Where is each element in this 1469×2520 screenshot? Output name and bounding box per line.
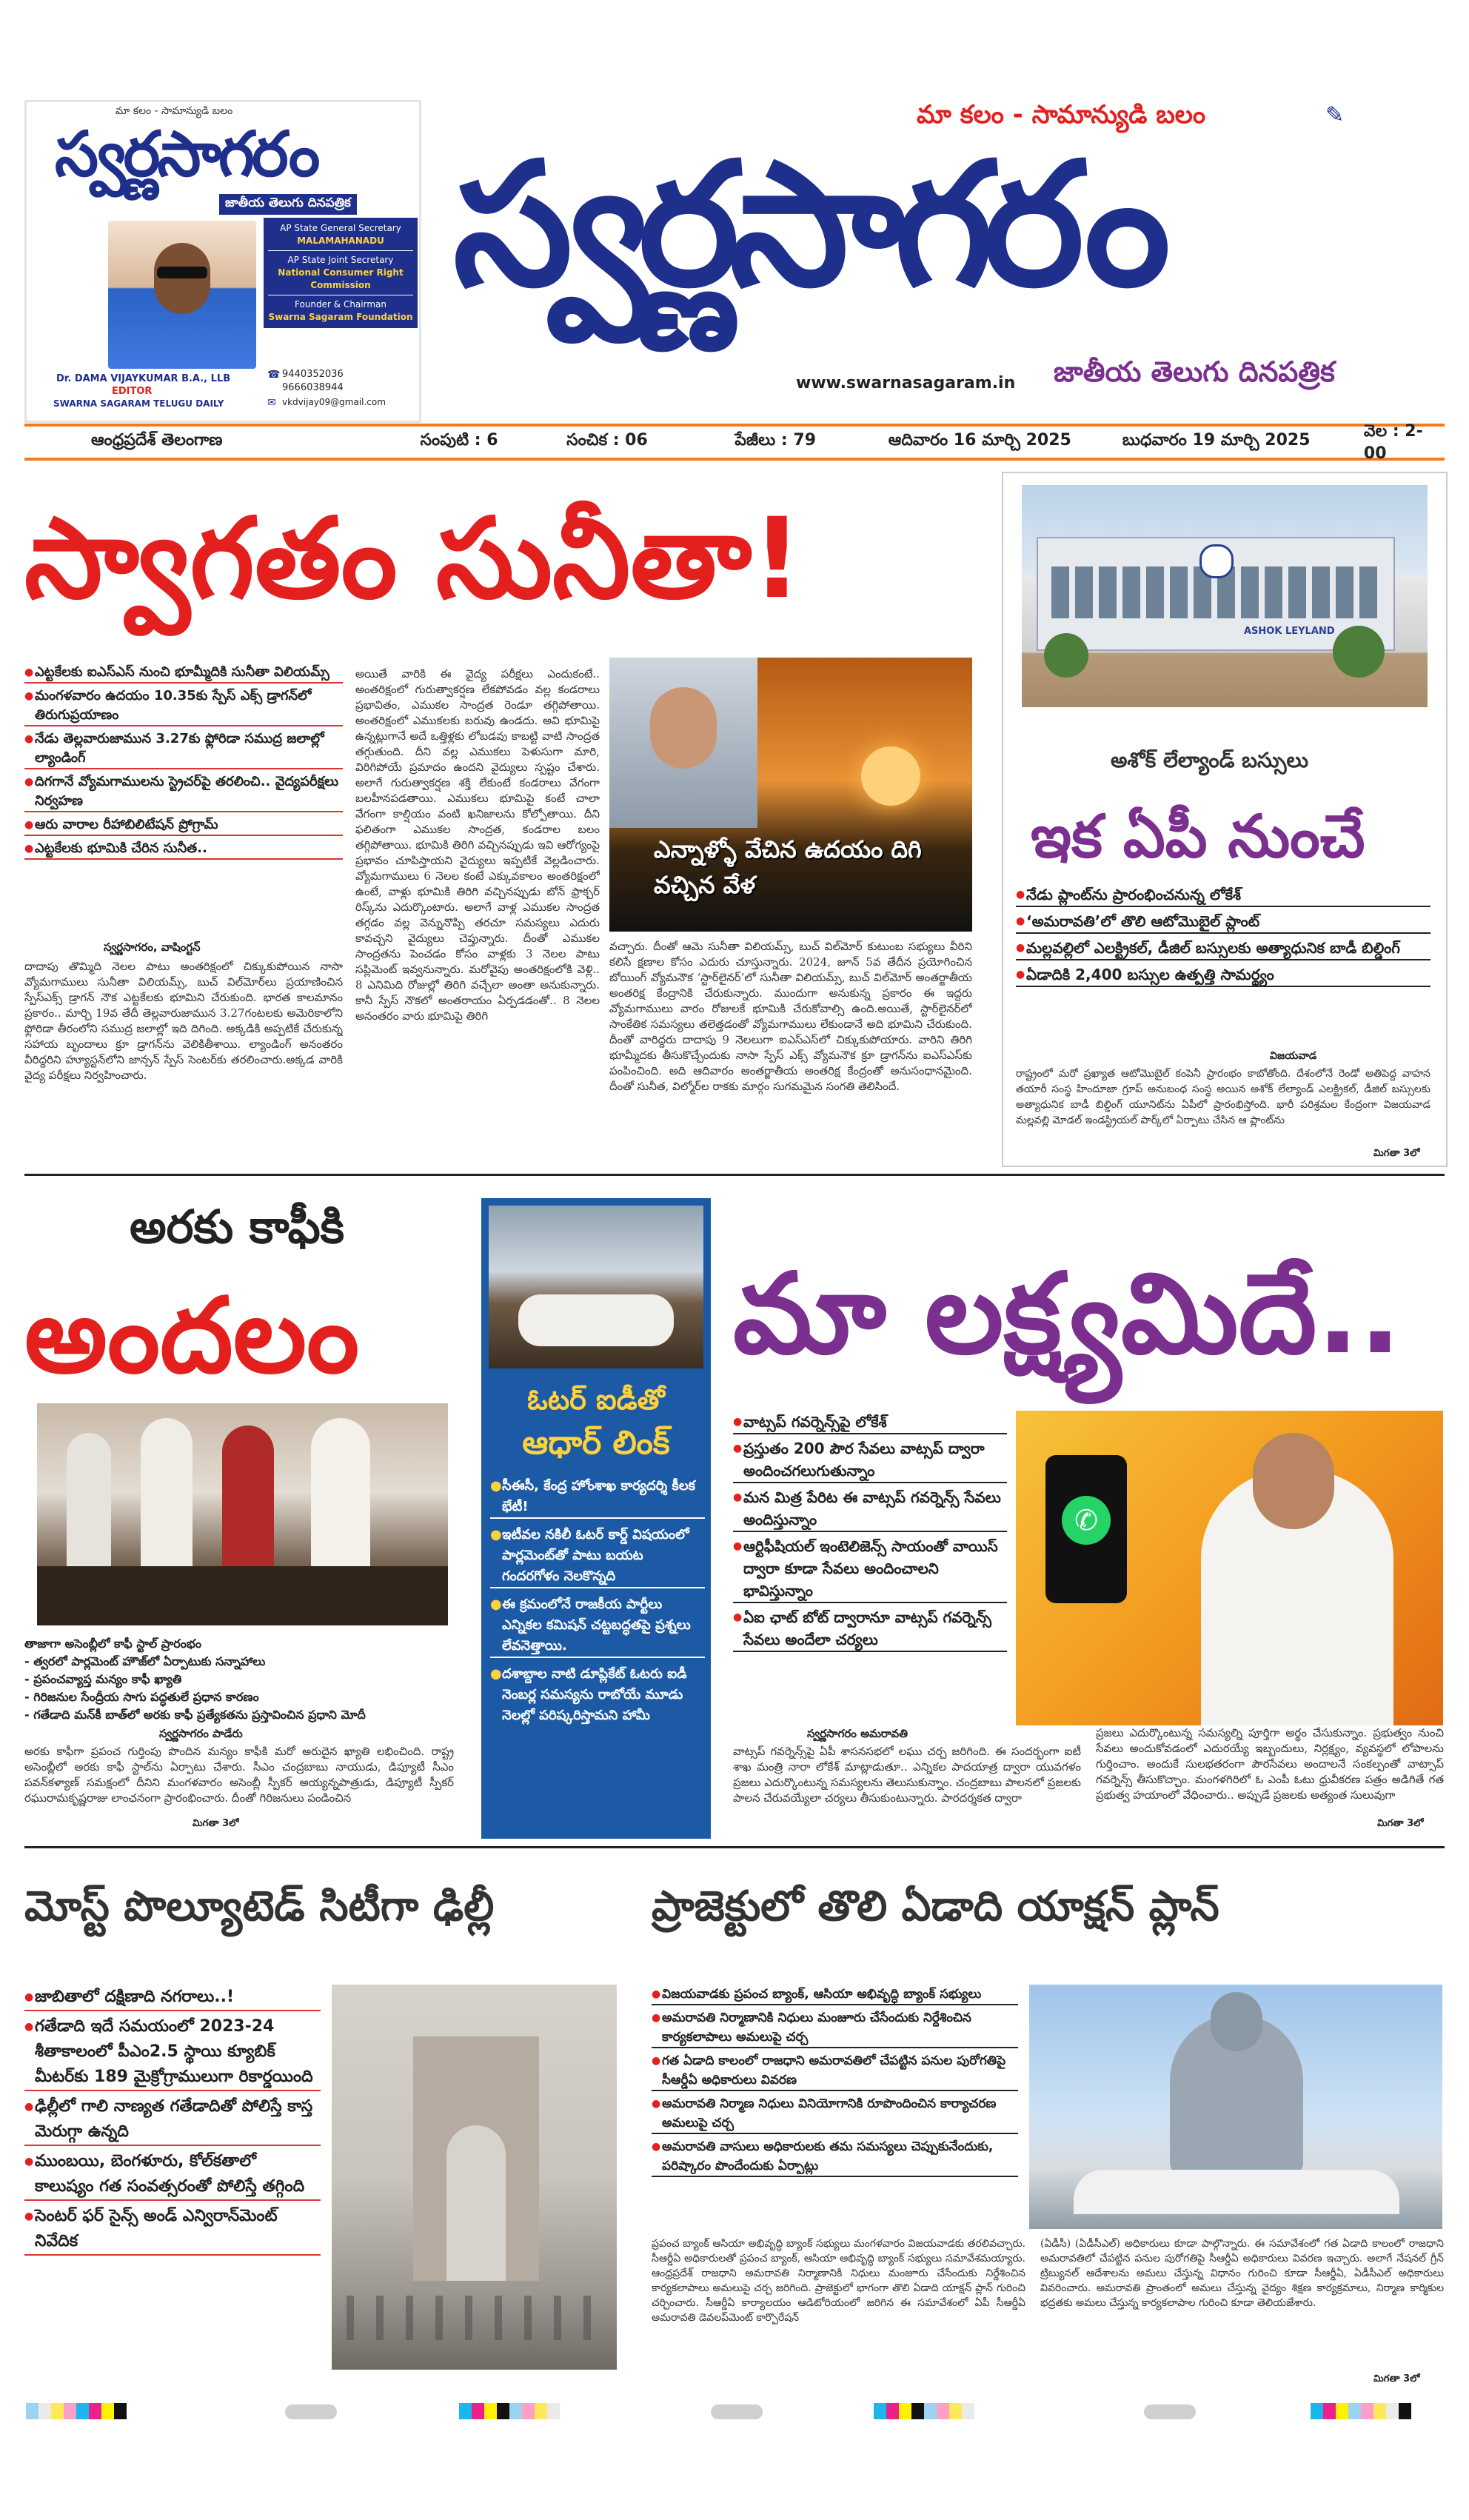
- voter-aadhar-box: [481, 1198, 711, 1839]
- story1-bullet: ● నేడు తెల్లవారుజామున 3.27కు ఫ్లోరిడా సముద్ర జలాల్లో ల్యాండింగ్: [24, 729, 343, 769]
- story1-bullet: ● ఆరు వారాల రీహాబిలిటేషన్ ప్రోగ్రామ్: [24, 815, 343, 836]
- story6-headline: మోస్ట్ పొల్యూటెడ్ సిటీగా ఢిల్లీ: [24, 1882, 495, 1931]
- color-bar-left: [26, 2403, 127, 2419]
- astronaut-face: [650, 687, 717, 769]
- promo-subtitle: జాతీయ తెలుగు దినపత్రిక: [219, 194, 357, 215]
- sun-disc: [861, 746, 920, 806]
- story2-dateline: విజయవాడ: [1270, 1050, 1317, 1062]
- voter-bullet: ● ఈ క్రమంలోనే రాజకీయ పార్టీలు ఎన్నికల కమిషన్ చట్టబద్ధతపై ప్రశ్నలు లేవనెత్తాయి.: [490, 1594, 705, 1658]
- story5-bullet: ● మన మిత్ర పేరిట ఈ వాట్సప్ గవర్నెన్స్ సేవలు అందిస్తున్నాం: [733, 1486, 1007, 1532]
- story3-point: - గిరిజనుల సేంద్రీయ సాగు పద్ధతులే ప్రధాన కారణం: [24, 1690, 259, 1704]
- divider-1: [24, 1174, 1445, 1176]
- info-pages: పేజీలు : 79: [734, 431, 817, 449]
- story6-bullet: ● గతేడాది ఇదే సమయంలో 2023-24 శీతాకాలంలో పీఎం2.5 స్థాయి క్యూబిక్ మీటర్‌కు 189 మైక్రోగ్రాములుగా రికార్డయింది: [24, 2014, 321, 2091]
- mail-icon: ✉: [267, 397, 276, 409]
- story3-point: - త్వరలో పార్లమెంట్ హౌజ్‌లో ఏర్పాటుకు సన్నాహాలు: [24, 1654, 266, 1668]
- color-bar-mid-left: [459, 2403, 560, 2419]
- email: vkdvijay09@gmail.com: [282, 397, 386, 407]
- info-issue: సంచిక : 06: [566, 431, 648, 449]
- story3-point: - ప్రపంచవ్యాప్త మన్యం కాఫీ ఖ్యాతి: [24, 1672, 182, 1686]
- meeting-table: [518, 1294, 674, 1346]
- story1-col3: వచ్చారు. దీంతో ఆమె సునీతా విలియమ్స్, బుచ్ విల్‌మోర్ కుటుంబ సభ్యులు వీరిని కలిసే క్షణాల కోసం ఎదురు చూస్తున్నారు. 2024, జూన్ 5వ తేదీన ప్రయోగించిన బోయింగ్ వ్యోమనౌక ‘స్టార్‌లైనర్’లో సునీతా విలియమ్స్, బుచ్ విల్‌మోర్ అంతర్జాతీయ అంతరిక్ష కేంద్రానికి చేరుకున్నారు. ముందుగా అనుకున్న ప్రకారం ఈ ఇద్దరు వ్యోమగాములు వారం రోజులకే భూమికి చేరుకోవాల్సి ఉంది.అయితే, స్టార్‌లైనర్‌లో సాంకేతిక సమస్యలు తలెత్తడంతో వ్యోమగాములు లేకుండానే అది భూమిని చేరుకుంది. దీంతో వారిద్దరు దాదాపు 9 నెలలుగా ఐఎస్ఎస్‌లో చిక్కుకుపోయారు. వారిని తిరిగి భూమ్మీదకు తీసుకొచ్చేందుకు నాసా స్పేస్ ఎక్స్ వ్యోమనౌక క్రూ డ్రాగన్‌ను ఐఎస్ఎస్‌కు పంపించింది. అది ఆదివారం అంతర్జాతీయ అంతరిక్ష కేంద్రంతో అనుసంధానమైంది. దీంతో సునీత, విల్మోర్‌ల రాకకు మార్గం సుగమమైన సంగతి తెలిసిందే.: [609, 940, 972, 1093]
- tree-left: [1044, 633, 1088, 678]
- pen-icon: ✎: [1325, 102, 1345, 128]
- editor-face: [154, 243, 210, 314]
- editor-photo: [108, 221, 256, 369]
- story1-bullet: ● మంగళవారం ఉదయం 10.35కు స్పేస్ ఎక్స్ డ్రాగన్‌లో తిరుగుప్రయాణం: [24, 686, 343, 726]
- story3-points: [24, 1653, 439, 1724]
- info-states: ఆంధ్రప్రదేశ్ తెలంగాణ: [91, 431, 223, 449]
- story5-col2: ప్రజలు ఎదుర్కొంటున్న సమస్యల్ని పూర్తిగా అర్థం చేసుకున్నాం. ప్రభుత్వం నుంచి సేవలు అందుకోవడంలో ఎదురయ్యే ఇబ్బందులు, నిర్లక్ష్యం, వ్యవస్థలో లోపాలను గుర్తించాం. అందుకే సులభతరంగా పౌరసేవలు అందాలనే సంకల్పంతో వాట్సాప్ గవర్నెన్స్ తీసుకొచ్చాం. మంగళగిరిలో ఓ ఎంపీ ఓటు ధ్రువీకరణ పత్రం అడిగితే గత ప్రభుత్వ హయాంలో వేధించారు.. అప్పుడే ప్రజలకు అత్యంత సులువుగా: [1096, 1726, 1444, 1802]
- story1-col2: అయితే వారికి ఈ వైద్య పరీక్షలు ఎందుకంటే.. అంతరిక్షంలో గురుత్వాకర్షణ లేకపోవడం వల్ల కండరాలు ప్రభావితం, ఎముకల సాంద్రత రెండూ తగ్గిపోతాయి. అంతరిక్షంలో ఎముకలకు బరువు ఉండదు. అవి భూమిపై ఉన్నట్లుగానే అదే ఒత్తిళ్లకు లోబడవు కాబట్టి వాటి సాంద్రత తగ్గుతుంది. దీని వల్ల ఎముకలు పెళుసుగా మారి, విరిగిపోయే ప్రమాదం ఉందని వైద్యులు స్పష్టం చేశారు. అలాగే గురుత్వాకర్షణ శక్తి లేకుంటే కండరాలు వేగంగా బలహీనపడతాయి. ఎముకలు భూమిపై కంటే చాలా వేగంగా కాల్షియం వంటి ఖనిజాలను కోల్పోతాయి. దీని ఫలితంగా ఎముకల సాంద్రత, కండరాల బలం తగ్గిపోతాయి. భూమికి తిరిగి వచ్చినప్పుడు ఇవి ఆరోగ్యంపై ప్రభావం చూపిస్తాయని వైద్యులు ఇప్పటికే వెల్లడించారు. వ్యోమగాములు 6 నెలల కంటే ఎక్కువకాలం అంతరిక్షంలో ఉంటే, వాళ్లు భూమికి తిరిగి వచ్చినప్పుడు బోన్ ఫ్రాక్చర్ రిస్క్‌ను ఎదుర్కొంటారు. అలాగే వాళ్ల ఎముకల సాంద్రత తగ్గడం వల్ల వెన్నునొప్పి తరచూ సమస్యలు ఎదురు కావచ్చని వైద్యులు చెప్తున్నారు. దీంతో ఎముకల సాంద్రతను పెంచడం కోసం వాళ్లకు 3 నెలల పాటు సప్లిమెంట్ ఇవ్వనున్నారు. మరోవైపు అంతరిక్షంలోకి వెళ్లి.. 8 ఎనిమిది రోజుల్లో తిరిగి వచ్చేలా అంతా అనుకున్నారు. కానీ స్పేస్ నౌకలో అంతరాయం ఏర్పడడంతో.. 8 నెలల అనంతరం వారు భూమిపై తిరిగి: [355, 667, 600, 1023]
- speaker-face: [1253, 1433, 1334, 1529]
- phone-2: 9666038944: [282, 382, 344, 393]
- story7-bullets: [652, 1985, 1018, 2180]
- story3-headline: అందలం: [24, 1276, 360, 1397]
- voter-bullet: ● ఇటీవల నకిలీ ఓటర్ కార్డ్ విషయంలో పార్లమెంట్‌తో పాటు బయట గందరగోళం నెలకొన్నది: [490, 1525, 705, 1588]
- person-2: [141, 1418, 193, 1566]
- info-date1: ఆదివారం 16 మార్చి 2025: [888, 431, 1071, 449]
- lokesh-photo: [1016, 1411, 1443, 1725]
- story5-credit: మిగతా 3లో: [1377, 1818, 1424, 1829]
- voter-bullet: ● దశాబ్దాల నాటి డూప్లికేట్ ఓటరు ఐడీ నెంబర్ల సమస్యను రాబోయే మూడు నెలల్లో పరిష్కరిస్తామని హామీ: [490, 1666, 687, 1723]
- role-5: Founder & Chairman: [295, 299, 387, 310]
- story2-credit: మిగతా 3లో: [1373, 1148, 1420, 1159]
- story3-body: అరకు కాఫీగా ప్రపంచ గుర్తింపు పొందిన మన్యం కాఫీకి మరో అరుదైన ఖ్యాతి లభించింది. రాష్ట్ర అసెంబ్లీలో అరకు కాఫీ స్టాల్‌ను ఏర్పాటు చేశారు. సీఎం చంద్రబాబు నాయుడు, డిప్యూటీ సీఎం పవన్‌కళ్యాణ్ సమక్షంలో దీనిని మంగళవారం అసెంబ్లీ స్పీకర్ అయ్యన్నపాత్రుడు, డిప్యూటీ స్పీకర్ రఘురామకృష్ణరాజు లాంఛనంగా ప్రారంభించారు. దీంతో గిరిజనులు పండించిన: [24, 1745, 454, 1805]
- role-6: Swarna Sagaram Foundation: [268, 312, 413, 322]
- editor-sunglasses: [157, 267, 207, 278]
- story6-bullets: [24, 1985, 321, 2259]
- story7-credit: మిగతా 3లో: [1373, 2373, 1420, 2384]
- pedestrians: [347, 2296, 602, 2340]
- story6-bullet: ● ముంబయి, బెంగళూరు, కోల్‌కతాలో కాలుష్యం గత సంవత్సరంతో పోలిస్తే తగ్గింది: [24, 2149, 321, 2201]
- role-3: AP State Joint Secretary: [287, 255, 394, 265]
- story5-col1: వాట్సప్ గవర్నెన్స్‌పై ఏపీ శాసనసభలో లఘు చర్చ జరిగింది. ఈ సందర్భంగా ఐటీ శాఖ మంత్రి నారా లోకేశ్ మాట్లాడుతూ.. ఎన్నికల పాదయాత్ర ద్వారా యువగళం ప్రజలు ఎదుర్కొంటున్న సమస్యలను తెలుసుకున్నాం. చంద్రబాబు పాలనలో ప్రజలకు పాలన చేరువయ్యేలా చర్యలు తీసుకుంటున్నారు. పారదర్శకత ద్వారా: [733, 1745, 1081, 1805]
- story3-kicker: అరకు కాఫీకి: [130, 1200, 345, 1254]
- ashok-leyland-photo: [1022, 485, 1428, 707]
- info-date2: బుధవారం 19 మార్చి 2025: [1122, 431, 1311, 449]
- color-bar-right: [1311, 2403, 1411, 2419]
- story7-headline: ప్రాజెక్టులో తొలి ఏడాది యాక్షన్ ప్లాన్: [652, 1882, 1219, 1931]
- story5-dateline: స్వర్ణసాగరం అమరావతి: [807, 1727, 908, 1740]
- story5-bullet: ● ప్రస్తుతం 200 పౌర సేవలు వాట్సప్ ద్వారా అందించగలుగుతున్నాం: [733, 1437, 1007, 1483]
- phone-icon: ☎: [267, 369, 281, 381]
- story3-credit: మిగతా 3లో: [193, 1818, 239, 1829]
- story2-kicker: అశోక్ లేల్యాండ్ బస్సులు: [1111, 748, 1309, 772]
- statue-base: [1074, 2170, 1399, 2214]
- role-1: AP State General Secretary: [280, 223, 401, 233]
- person-4: [311, 1418, 370, 1566]
- story2-bullet: ● ‘అమరావతి’లో తొలి ఆటోమొబైల్ ప్లాంట్: [1016, 910, 1430, 934]
- story1-col1: దాదాపు తొమ్మిది నెలల పాటు అంతరిక్షంలో చిక్కుకుపోయిన నాసా వ్యోమగాములు సునీతా విలియమ్స్, బుచ్ విల్‌మోర్‌లు ప్రయాణించిన స్పేస్ఎక్స్ డ్రాగన్ నౌక ఎట్టకేలకు భూమిని చేరుకుంది. భారత కాలమానం ప్రకారం.. మార్చి 19వ తేదీ తెల్లవారుజామున 3.27గంటలకు అమెరికాలోని ఫ్లోరిడా తీరంలోని సముద్ర జలాల్లో ఇది దిగింది. అక్కడికి అప్పటికే చేరుకున్న సహాయ బృందాలు క్రూ డ్రాగన్‌ను వెలికితీశాయి. ల్యాండింగ్ అనంతరం వీరిద్దరిని హ్యూస్టన్‌లోని జాన్సన్ స్పేస్ సెంటర్‌కు తరలించారు.అక్కడ వారికి వైద్య పరీక్షలు నిర్వహించారు.: [24, 960, 343, 1082]
- divider-2: [24, 1846, 1445, 1848]
- info-bar: [24, 421, 1445, 463]
- story1-bullet: ● ఎట్టకేలకు ఐఎస్ఎస్ నుంచి భూమ్మీదికి సునీతా విలియమ్స్: [24, 663, 343, 684]
- story6-bullet: ● ఢిల్లీలో గాలి నాణ్యత గతేడాదితో పోలిస్తే కాస్త మెరుగ్గా ఉన్నది: [24, 2094, 321, 2146]
- voter-bullet: ● సీఈసీ, కేంద్ర హోంశాఖ కార్యదర్శి కీలక భేటీ!: [490, 1476, 705, 1519]
- voter-bullets: [490, 1476, 705, 1732]
- story7-bullet: ● అమరావతి నిర్మాణ నిధులు వినియోగానికి రూపొందించిన కార్యాచరణ అమలుపై చర్చ: [652, 2094, 1018, 2134]
- editor-org: SWARNA SAGARAM TELUGU DAILY: [53, 398, 224, 409]
- story3-dateline: స్వర్ణసాగరం పాడేరు: [159, 1727, 243, 1740]
- editor-title: EDITOR: [112, 386, 153, 397]
- india-gate-opening: [446, 2125, 506, 2281]
- story3-point: - గతేడాది మన్‌కీ బాత్‌లో అరకు కాఫీ ప్రత్యేకతను ప్రస్తావించిన ప్రధాని మోదీ: [24, 1708, 366, 1722]
- story5-bullet: ● ఆర్టిఫీషియల్ ఇంటెలిజెన్స్ సాయంతో వాయిస్ ద్వారా కూడా సేవలు అందించాలని భావిస్తున్నాం: [733, 1535, 1007, 1603]
- story7-bullet: ● అమరావతి నిర్మాణానికి నిధులు మంజూరు చేసేందుకు నిర్దేశించిన కార్యకలాపాలు అమలుపై చర్చ: [652, 2008, 1018, 2048]
- statue-head: [1211, 1992, 1262, 2051]
- promo-box: [24, 100, 421, 423]
- phone-1: 9440352036: [282, 369, 344, 380]
- buddha-statue-photo: [1029, 1985, 1442, 2229]
- info-volume: సంపుటి : 6: [420, 431, 498, 449]
- india-gate-photo: [332, 1985, 617, 2370]
- story5-headline: మా లక్ష్యమిదే..: [733, 1250, 1402, 1379]
- story7-bullet: ● విజయవాడకు ప్రపంచ బ్యాంక్, ఆసియా అభివృద్ధి బ్యాంక్ సభ్యులు: [652, 1985, 1018, 2005]
- registration-pill-1: [285, 2404, 337, 2419]
- masthead-subtitle: జాతీయ తెలుగు దినపత్రిక: [1054, 355, 1335, 388]
- story7-col2: (ఏడీసీ) (ఏడీసీఎల్) అధికారులు కూడా పాల్గొన్నారు. ఈ సమావేశంలో గత ఏడాది కాలంలో రాజధాని అమరావతిలో చేపట్టిన పనుల పురోగతిపై సీఆర్డీఏ అధికారులు వివరణ ఇచ్చారు. అలాగే నేషనల్ గ్రీన్ ట్రిబ్యునల్ ఆదేశాలను అమలు చేస్తున్న విధానం గురించి కూడా సీఆర్డీఏ, ఏడీసీఎల్ అధికారులు వివరించారు. అమరావతి ప్రాంతంలో అమలు చేస్తున్న వైద్యం శిక్షణ కార్యక్రమాలు, నిర్మాణ కార్మికుల భద్రతకు అమలు చేస్తున్న కార్యకలాపాల గురించి కూడా తెలియజేశారు.: [1040, 2238, 1444, 2309]
- voter-title1: ఓటర్ ఐడీతో: [527, 1383, 665, 1416]
- person-1: [67, 1433, 111, 1566]
- roles-panel: [264, 218, 418, 328]
- voter-title2: ఆధార్ లింక్: [522, 1424, 670, 1462]
- photo-caption: ఎన్నాళ్ళో వేచిన ఉదయం దిగి వచ్చిన వేళ: [654, 835, 922, 899]
- story7-bullet: ● గత ఏడాది కాలంలో రాజధాని అమరావతిలో చేపట్టిన పనుల పురోగతిపై సీఆర్డీఏ అధికారులు వివరణ: [652, 2051, 1018, 2091]
- editor-name: Dr. DAMA VIJAYKUMAR B.A., LLB: [56, 373, 231, 384]
- story5-bullets: [733, 1411, 1007, 1655]
- company-sign: ASHOK LEYLAND: [1244, 626, 1335, 637]
- story1-bullet: ● ఎట్టకేలకు భూమికి చేరిన సునీత..: [24, 839, 343, 860]
- story1-dateline: స్వర్ణసాగరం, వాషింగ్టన్: [104, 940, 201, 954]
- story6-bullet: ● జాబితాలో దక్షిణాది నగరాలు..!: [24, 1985, 321, 2011]
- story1-headline: స్వాగతం సునీతా!: [24, 495, 803, 624]
- story5-bullet: ● వాట్సప్ గవర్నెన్స్‌పై లోకేశ్: [733, 1411, 1007, 1434]
- sunita-photo: [609, 658, 972, 932]
- masthead-website: www.swarnasagaram.in: [796, 374, 1016, 392]
- story1-bullets: [24, 663, 343, 863]
- araku-coffee-photo: [37, 1403, 448, 1625]
- story2-bullet: ● ఏడాదికి 2,400 బస్సుల ఉత్పత్తి సామర్థ్యం: [1016, 963, 1430, 987]
- registration-pill-2: [711, 2404, 763, 2419]
- promo-tagline: మా కలం - సామాన్యుడి బలం: [116, 105, 233, 117]
- info-price: వెల : 2-00: [1363, 421, 1423, 463]
- story2-bullets: [1016, 883, 1430, 990]
- story1-bullet: ● దిగగానే వ్యోమగాములను స్ట్రెచర్‌పై తరలించి.. వైద్యపరీక్షలు నిర్వహణ: [24, 772, 343, 812]
- registration-pill-3: [1144, 2404, 1196, 2419]
- role-2: MALAMAHANADU: [297, 235, 384, 246]
- story6-bullet: ● సెంటర్ ఫర్ సైన్స్ అండ్ ఎన్విరాన్‌మెంట్ నివేదిక: [24, 2204, 321, 2256]
- story2-headline: ఇక ఏపీ నుంచే: [1031, 802, 1365, 871]
- story2-bullet: ● నేడు ప్లాంట్‌ను ప్రారంభించనున్న లోకేశ్: [1016, 883, 1430, 907]
- tree-right: [1333, 626, 1385, 678]
- story2-body: రాష్ట్రంలో మరో ప్రఖ్యాత ఆటోమొబైల్ కంపెనీ ప్రారంభం కాబోతోంది. దేశంలోనే రెండో అతిపెద్ద వాహన తయారీ సంస్థ హిందూజా గ్రూప్ అనుబంధ సంస్థ అయిన అశోక్ లేల్యాండ్ ఎలక్ట్రికల్, డీజిల్ బస్సులకు అత్యాధునిక బాడీ బిల్డింగ్ యూనిట్‌ను ఏపీలో ప్రారంభిస్తోంది. భారీ పరిశ్రమల కేంద్రంగా విజయవాడ మల్లవల్లి మోడల్ ఇండస్ట్రియల్ పార్క్‌లో ఏర్పాటు చేసిన ఆ ప్లాంట్‌ను: [1016, 1068, 1430, 1126]
- masthead-tagline: మా కలం - సామాన్యుడి బలం: [917, 100, 1206, 130]
- whatsapp-icon: ✆: [1062, 1496, 1111, 1545]
- story3-caption-lead: తాజాగా అసెంబ్లీలో కాఫీ స్టాల్ ప్రారంభం: [24, 1637, 201, 1651]
- company-logo-circle: [1199, 544, 1234, 578]
- meeting-photo: [489, 1206, 703, 1368]
- promo-title: స్వర్ణసాగరం: [55, 118, 318, 190]
- story2-bullet: ● మల్లవల్లిలో ఎలక్ట్రికల్, డీజిల్ బస్సులకు అత్యాధునిక బాడీ బిల్డింగ్: [1016, 937, 1430, 960]
- role-4: National Consumer Right Commission: [278, 267, 404, 290]
- story7-bullet: ● అమరావతి వాసులు అధికారులకు తమ సమస్యలు చెప్పుకునేందుకు, పరిష్కారం పొందేందుకు ఏర్పాట్లు: [652, 2137, 1018, 2177]
- coffee-counter: [37, 1566, 448, 1625]
- color-bar-mid-right: [874, 2403, 974, 2419]
- story7-col1: ప్రపంచ బ్యాంక్ ఆసియా అభివృద్ధి బ్యాంక్ సభ్యులు మంగళవారం విజయవాడకు తరలివచ్చారు. సీఆర్డీఏ అధికారులతో ప్రపంచ బ్యాంక్, ఆసియా అభివృద్ధి బ్యాంక్ సభ్యులు సమావేశమయ్యారు. ఆంధ్రప్రదేశ్ రాజధాని అమరావతి నిర్మాణానికి నిధులు మంజూరు చేసేందుకు నిర్దేశించిన కార్యకలాపాలు అమలుపై చర్చ జరిగింది. ప్రాజెక్టులో భాగంగా తొలి ఏడాది యాక్షన్ ప్లాన్ గురించి చర్చించారు. సీఆర్డీఏ కార్యాలయం ఆడిటోరియంలో జరిగిన ఈ సమావేశంలో ఏపీ సీఆర్డీఏ అమరావతి డెవలప్‌మెంట్ కార్పొరేషన్: [652, 2238, 1025, 2324]
- person-3: [222, 1426, 274, 1566]
- masthead-title: స్వర్ణసాగరం: [453, 127, 1160, 324]
- story5-bullet: ● ఏఐ ఛాట్ బోట్ ద్వారానూ వాట్సప్ గవర్నెన్స్ సేవలు అందేలా చర్యలు: [733, 1606, 1007, 1652]
